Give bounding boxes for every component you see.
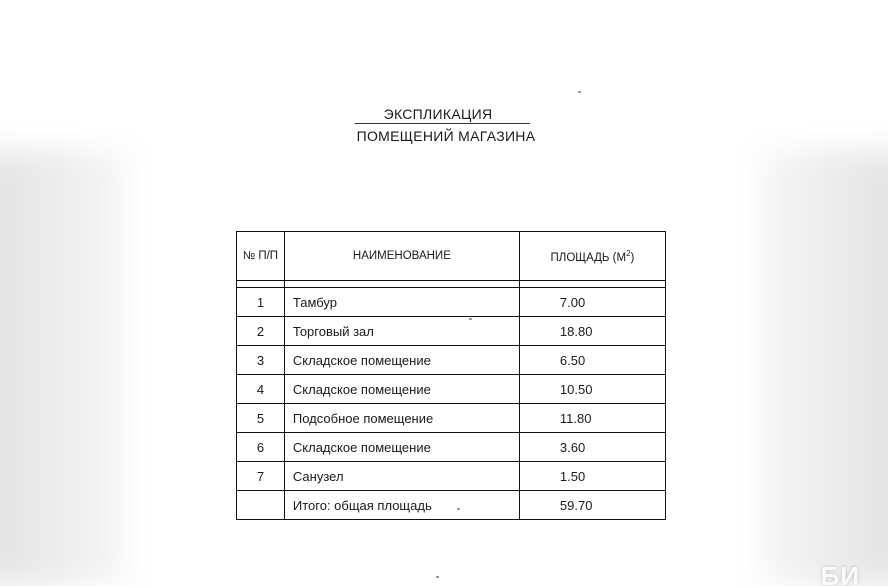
row-number: 3 (237, 346, 285, 375)
scan-speck (457, 508, 460, 510)
header-area-unit: 2 (626, 248, 631, 258)
gap-cell (284, 281, 519, 288)
scan-speck (469, 318, 472, 320)
table-row (237, 317, 666, 346)
row-area: 6.50 (519, 346, 665, 375)
scan-speck (578, 91, 581, 93)
header-area-close: ) (630, 251, 635, 264)
table-header-row (237, 232, 666, 281)
table-row (237, 462, 666, 491)
table-row (237, 346, 666, 375)
table-row (237, 288, 666, 317)
row-number: 7 (237, 462, 285, 491)
row-number: 4 (237, 375, 285, 404)
row-area: 7.00 (519, 288, 665, 317)
scan-speck (436, 576, 439, 578)
row-area: 1.50 (519, 462, 665, 491)
row-name: Подсобное помещение (284, 404, 519, 433)
header-area-label: ПЛОЩАДЬ (М (550, 251, 627, 264)
total-number-cell (237, 491, 285, 520)
row-number: 1 (237, 288, 285, 317)
header-area (519, 232, 665, 281)
explication-table (236, 231, 666, 520)
table-row (237, 375, 666, 404)
total-label: Итого: общая площадь (284, 491, 519, 520)
document-title: ЭКСПЛИКАЦИЯ (383, 106, 493, 122)
title-underline (355, 123, 530, 124)
row-area: 18.80 (519, 317, 665, 346)
left-blur-band (0, 150, 130, 586)
table-row (237, 433, 666, 462)
watermark: БИ (820, 561, 860, 586)
row-name: Складское помещение (284, 346, 519, 375)
row-name: Складское помещение (284, 375, 519, 404)
row-number: 2 (237, 317, 285, 346)
row-area: 10.50 (519, 375, 665, 404)
gap-cell (519, 281, 665, 288)
header-number: № П/П (237, 232, 285, 281)
row-number: 5 (237, 404, 285, 433)
gap-cell (237, 281, 285, 288)
table-row (237, 404, 666, 433)
right-blur-band (758, 150, 888, 586)
table-total-row (237, 491, 666, 520)
row-name: Складское помещение (284, 433, 519, 462)
row-number: 6 (237, 433, 285, 462)
header-name: НАИМЕНОВАНИЕ (284, 232, 519, 281)
row-area: 3.60 (519, 433, 665, 462)
table-gap-row (237, 281, 666, 288)
document-subtitle: ПОМЕЩЕНИЙ МАГАЗИНА (356, 128, 536, 144)
row-name: Санузел (284, 462, 519, 491)
row-area: 11.80 (519, 404, 665, 433)
row-name: Торговый зал (284, 317, 519, 346)
table-body (237, 288, 666, 491)
row-name: Тамбур (284, 288, 519, 317)
total-area: 59.70 (519, 491, 665, 520)
